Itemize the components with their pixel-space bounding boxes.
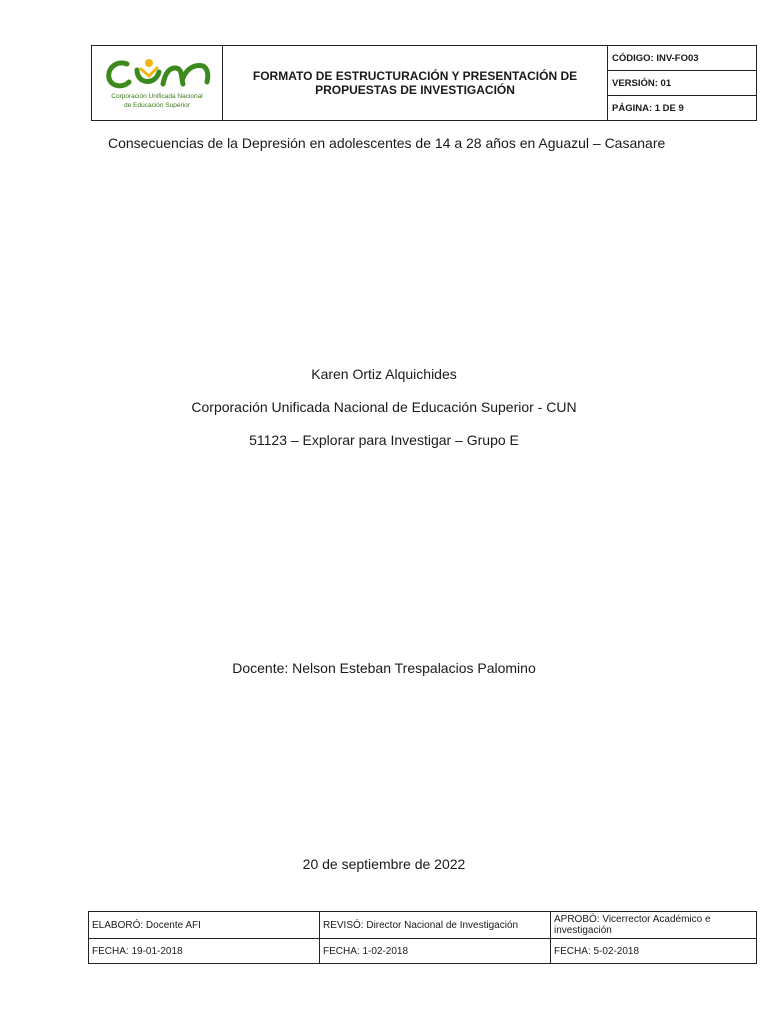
fecha-reviso-cell: FECHA: 1-02-2018 xyxy=(320,939,551,964)
document-date: 20 de septiembre de 2022 xyxy=(302,856,466,872)
codigo-field: CÓDIGO: INV-FO03 xyxy=(608,46,757,71)
logo-caption-line1: Corporación Unificada Nacional xyxy=(111,93,203,100)
course-name: 51123 – Explorar para Investigar – Grupo E xyxy=(249,432,519,448)
fecha-aprobo-cell: FECHA: 5-02-2018 xyxy=(551,939,757,964)
reviso-cell: REVISÓ: Director Nacional de Investigación xyxy=(320,912,551,939)
aprobo-cell: APROBÓ: Vicerrector Académico e investigación xyxy=(551,912,757,939)
pagina-field: PÁGINA: 1 DE 9 xyxy=(608,96,757,121)
fecha-elaboro-cell: FECHA: 19-01-2018 xyxy=(89,939,320,964)
teacher-name: Docente: Nelson Esteban Trespalacios Palomino xyxy=(232,660,536,676)
cun-logo xyxy=(103,56,211,92)
author-name: Karen Ortiz Alquichides xyxy=(311,366,457,382)
document-title: Consecuencias de la Depresión en adolescentes de 14 a 28 años en Aguazul – Casanare xyxy=(108,135,666,151)
logo-cell xyxy=(92,46,223,121)
version-field: VERSIÓN: 01 xyxy=(608,71,757,96)
form-title: FORMATO DE ESTRUCTURACIÓN Y PRESENTACIÓN DE PROPUESTAS DE INVESTIGACIÓN xyxy=(223,46,608,121)
elaboro-cell: ELABORÓ: Docente AFI xyxy=(89,912,320,939)
logo-caption-line2: de Educación Superior xyxy=(124,102,190,109)
institution-name: Corporación Unificada Nacional de Educación Superior - CUN xyxy=(191,399,577,415)
approval-footer xyxy=(88,911,757,964)
document-header xyxy=(91,45,757,121)
